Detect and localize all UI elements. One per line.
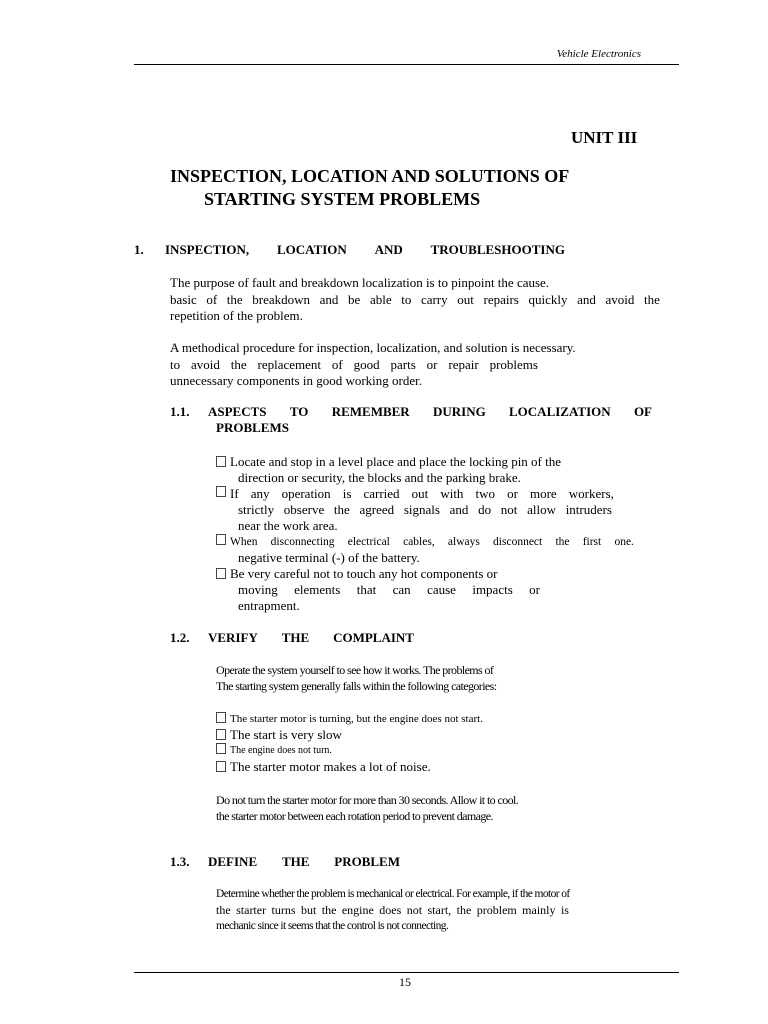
para-line: A methodical procedure for inspection, localization, and solution is necessary. bbox=[170, 340, 576, 355]
word: not bbox=[406, 903, 423, 917]
word: the bbox=[643, 291, 660, 307]
word: carry bbox=[420, 291, 448, 307]
word: problems bbox=[489, 356, 538, 372]
word: turns bbox=[271, 903, 296, 917]
section-1-number: 1. bbox=[134, 242, 144, 257]
word: the bbox=[456, 903, 472, 917]
checkbox-glyph-icon bbox=[216, 568, 226, 579]
word: and bbox=[319, 291, 339, 307]
word: LOCATION bbox=[276, 242, 347, 257]
section-1-3-heading bbox=[208, 854, 400, 870]
word: disconnect bbox=[493, 536, 543, 548]
word: TROUBLESHOOTING bbox=[430, 242, 565, 257]
word: of bbox=[206, 291, 218, 307]
checkbox-glyph-icon bbox=[216, 729, 226, 740]
section-1-2-heading bbox=[208, 630, 414, 646]
bullet-text-justified bbox=[238, 582, 540, 598]
word: able bbox=[369, 291, 392, 307]
word: with bbox=[440, 486, 464, 501]
word: the bbox=[555, 536, 570, 548]
word: the bbox=[226, 291, 243, 307]
word: basic bbox=[170, 291, 197, 307]
word: breakdown bbox=[252, 291, 311, 307]
word: the bbox=[216, 903, 231, 917]
section-1-2-intro bbox=[216, 662, 496, 694]
word: or bbox=[529, 582, 540, 597]
section-1-1-number: 1.1. bbox=[170, 404, 190, 419]
section-1-2-note bbox=[216, 792, 518, 824]
bullet-text: near the work area. bbox=[238, 518, 338, 533]
word: more bbox=[529, 486, 557, 501]
para-line-justified bbox=[170, 292, 660, 309]
word: REMEMBER bbox=[331, 404, 410, 419]
checkbox-glyph-icon bbox=[216, 743, 226, 754]
word: quickly bbox=[528, 291, 568, 307]
word: INSPECTION, bbox=[165, 242, 250, 257]
word: be bbox=[348, 291, 361, 307]
bullet-text: negative terminal (-) of the battery. bbox=[238, 550, 420, 565]
word: VERIFY bbox=[208, 630, 258, 645]
word: not bbox=[500, 502, 518, 517]
word: intruders bbox=[565, 502, 612, 517]
word: and bbox=[577, 291, 596, 307]
section-1-1-heading bbox=[208, 404, 652, 420]
para-line: Do not turn the starter motor for more than 30 seconds. Allow it to cool. bbox=[216, 793, 519, 807]
word: COMPLAINT bbox=[333, 630, 414, 645]
word: or bbox=[507, 486, 518, 501]
title-line-1: INSPECTION, LOCATION AND SOLUTIONS OF bbox=[170, 166, 570, 186]
word: good bbox=[353, 356, 380, 372]
word: repair bbox=[448, 356, 479, 372]
word: DEFINE bbox=[208, 854, 258, 869]
bullet-item bbox=[216, 454, 646, 486]
running-header: Vehicle Electronics bbox=[556, 48, 641, 60]
word: workers, bbox=[568, 486, 614, 501]
para-line: Determine whether the problem is mechanical or electrical. For example, if the motor of bbox=[216, 888, 570, 900]
word: the bbox=[333, 502, 350, 517]
section-1-1-heading-line-2: PROBLEMS bbox=[216, 420, 289, 435]
word: electrical bbox=[347, 536, 390, 548]
section-1-paragraph-2 bbox=[170, 340, 576, 390]
list-item-text: The starter motor is turning, but the engine does not start. bbox=[230, 713, 483, 725]
word: THE bbox=[281, 630, 310, 645]
word: is bbox=[342, 486, 352, 501]
word: first bbox=[582, 536, 602, 548]
bullet-item bbox=[216, 486, 646, 534]
word: moving bbox=[238, 582, 278, 597]
para-line: unnecessary components in good working order. bbox=[170, 373, 423, 388]
unit-label: UNIT III bbox=[571, 128, 638, 147]
word: or bbox=[426, 356, 438, 372]
bullet-text-justified bbox=[230, 534, 634, 550]
bullet-text: Locate and stop in a level place and place the locking pin of the bbox=[230, 454, 562, 469]
bullet-text: Be very careful not to touch any hot components or bbox=[230, 566, 498, 581]
footer-rule bbox=[134, 972, 679, 973]
word: always bbox=[447, 536, 480, 548]
para-line: The starting system generally falls within the following categories: bbox=[216, 679, 497, 693]
section-1-3-paragraph bbox=[216, 886, 570, 934]
word: the bbox=[321, 903, 337, 917]
para-line: repetition of the problem. bbox=[170, 308, 303, 323]
word: can bbox=[392, 582, 411, 597]
word: ASPECTS bbox=[208, 404, 267, 419]
word: starter bbox=[236, 903, 267, 917]
word: the bbox=[230, 356, 247, 372]
word: is bbox=[560, 903, 569, 917]
word: parts bbox=[390, 356, 416, 372]
para-line: The purpose of fault and breakdown localization is to pinpoint the cause. bbox=[170, 275, 550, 290]
page-number: 15 bbox=[399, 975, 411, 989]
checkbox-glyph-icon bbox=[216, 456, 226, 467]
complaint-category-list bbox=[216, 711, 483, 775]
word: problem bbox=[476, 903, 517, 917]
word: and bbox=[449, 502, 469, 517]
word: but bbox=[300, 903, 317, 917]
word: start, bbox=[427, 903, 452, 917]
list-item-text: The start is very slow bbox=[230, 727, 342, 742]
list-item-text: The engine does not turn. bbox=[230, 745, 332, 756]
para-line-justified bbox=[170, 357, 538, 374]
word: If bbox=[230, 486, 239, 501]
word: replacement bbox=[257, 356, 322, 372]
bullet-item bbox=[216, 566, 646, 614]
word: that bbox=[356, 582, 377, 597]
word: engine bbox=[341, 903, 374, 917]
word: THE bbox=[281, 854, 310, 869]
checkbox-glyph-icon bbox=[216, 534, 226, 545]
word: disconnecting bbox=[270, 536, 335, 548]
word: operation bbox=[281, 486, 331, 501]
word: LOCALIZATION bbox=[509, 404, 611, 419]
word: of bbox=[331, 356, 343, 372]
word: observe bbox=[283, 502, 325, 517]
word: to bbox=[401, 291, 412, 307]
section-1-2-number: 1.2. bbox=[170, 630, 190, 645]
word: impacts bbox=[472, 582, 513, 597]
word: allow bbox=[527, 502, 556, 517]
word: one. bbox=[614, 536, 634, 548]
word: When bbox=[230, 536, 258, 548]
checkbox-glyph-icon bbox=[216, 761, 226, 772]
list-item-text: The starter motor makes a lot of noise. bbox=[230, 759, 431, 774]
para-line: Operate the system yourself to see how it works. The problems of bbox=[216, 663, 494, 677]
list-item bbox=[216, 711, 483, 727]
list-item bbox=[216, 727, 483, 743]
para-line: the starter motor between each rotation period to prevent damage. bbox=[216, 809, 493, 823]
title-line-2: STARTING SYSTEM PROBLEMS bbox=[204, 189, 481, 209]
word: out bbox=[457, 291, 474, 307]
word: avoid bbox=[191, 356, 220, 372]
word: elements bbox=[294, 582, 341, 597]
word: cables, bbox=[403, 536, 435, 548]
word: agreed bbox=[359, 502, 395, 517]
word: signals bbox=[403, 502, 440, 517]
word: PROBLEM bbox=[334, 854, 400, 869]
word: any bbox=[250, 486, 270, 501]
section-1-paragraph-1 bbox=[170, 275, 660, 325]
word: does bbox=[379, 903, 402, 917]
word: OF bbox=[633, 404, 652, 419]
word: strictly bbox=[238, 502, 275, 517]
word: avoid bbox=[605, 291, 635, 307]
para-line: mechanic since it seems that the control is not connecting. bbox=[216, 920, 449, 932]
word: carried bbox=[363, 486, 400, 501]
bullet-text-justified bbox=[230, 486, 614, 502]
para-line-justified bbox=[216, 902, 569, 918]
word: cause bbox=[427, 582, 456, 597]
bullet-list-aspects bbox=[216, 454, 646, 614]
word: out bbox=[411, 486, 429, 501]
section-1-heading bbox=[165, 242, 565, 258]
section-1-3-number: 1.3. bbox=[170, 854, 190, 869]
bullet-text-justified bbox=[238, 502, 612, 518]
bullet-item bbox=[216, 534, 646, 566]
checkbox-glyph-icon bbox=[216, 486, 226, 497]
bullet-text: direction or security, the blocks and the parking brake. bbox=[238, 470, 521, 485]
header-rule bbox=[134, 64, 679, 65]
word: repairs bbox=[483, 291, 519, 307]
checkbox-glyph-icon bbox=[216, 712, 226, 723]
word: AND bbox=[374, 242, 403, 257]
word: do bbox=[478, 502, 492, 517]
list-item bbox=[216, 759, 483, 775]
list-item bbox=[216, 743, 483, 759]
word: two bbox=[475, 486, 495, 501]
word: DURING bbox=[432, 404, 486, 419]
word: mainly bbox=[522, 903, 556, 917]
bullet-text: entrapment. bbox=[238, 598, 300, 613]
word: to bbox=[170, 356, 181, 372]
word: TO bbox=[289, 404, 309, 419]
